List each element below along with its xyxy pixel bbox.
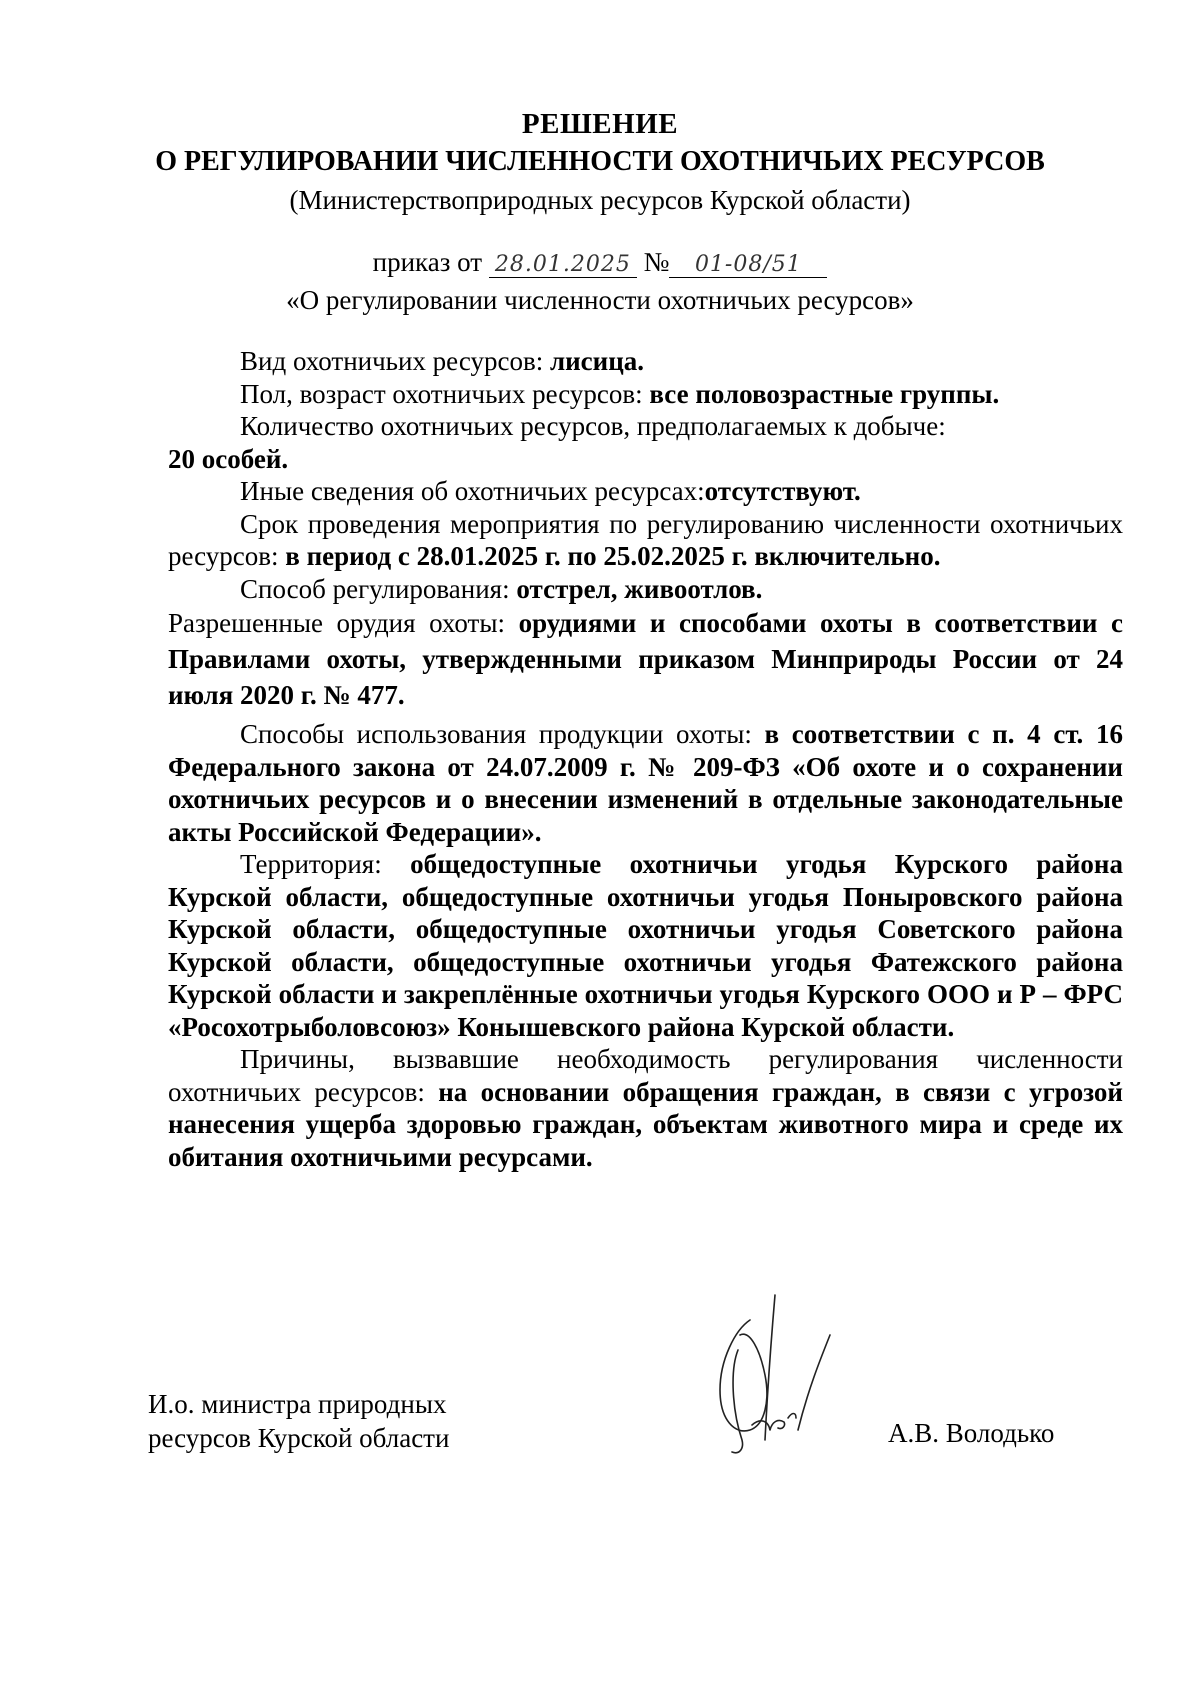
issuing-organization: (Министерствоприродных ресурсов Курской области) bbox=[289, 185, 911, 215]
tools-value: орудиями и способами охоты в соответствии с Правилами охоты, утвержденными приказом Минприроды России от 24 июля 2020 г. № 477. bbox=[168, 608, 1123, 710]
method-paragraph bbox=[168, 573, 1123, 606]
species-label: Вид охотничьих ресурсов: bbox=[240, 346, 550, 376]
document-body bbox=[168, 345, 1123, 1173]
method-value: отстрел, живоотлов. bbox=[516, 573, 763, 604]
document-subtitle: О РЕГУЛИРОВАНИИ ЧИСЛЕННОСТИ ОХОТНИЧЬИХ РЕСУРСОВ bbox=[155, 146, 1045, 177]
usage-label: Способы использования продукции охоты: bbox=[240, 719, 765, 749]
reasons-value: на основании обращения граждан, в связи с угрозой нанесения ущерба здоровью граждан, объектам животного мира и среде их обитания охотничьими ресурсами. bbox=[168, 1076, 1123, 1172]
order-prefix: приказ от bbox=[372, 247, 483, 277]
quantity-value-paragraph bbox=[168, 443, 1123, 476]
other-info-label: Иные сведения об охотничьих ресурсах: bbox=[240, 476, 705, 506]
territory-paragraph bbox=[168, 848, 1123, 1043]
quantity-label: Количество охотничьих ресурсов, предполагаемых к добыче: bbox=[240, 411, 946, 441]
period-value: в период с 28.01.2025 г. по 25.02.2025 г. включительно. bbox=[285, 541, 941, 571]
territory-value: общедоступные охотничьи угодья Курского района Курской области, общедоступные охотничьи угодья Поныровского района Курской области, общедоступные охотничьи угодья Советского района Курской области, общедоступные охотничьи угодья Фатежского района Курской области и закреплённые охотничьи угодья Курского ООО и Р – ФРС «Росохотрыболовсоюз» Конышевского района Курской области. bbox=[168, 849, 1123, 1042]
period-label: Срок проведения мероприятия по регулированию численности охотничьих ресурсов: bbox=[168, 508, 1123, 571]
reasons-paragraph bbox=[168, 1043, 1123, 1173]
usage-paragraph bbox=[168, 718, 1123, 848]
tools-label: Разрешенные орудия охоты: bbox=[168, 608, 519, 638]
order-reference bbox=[0, 247, 1200, 278]
order-name: «О регулировании численности охотничьих ресурсов» bbox=[286, 285, 914, 315]
quantity-paragraph bbox=[168, 410, 1123, 443]
signatory-role-line2: ресурсов Курской области bbox=[148, 1423, 450, 1453]
signatory-role bbox=[148, 1387, 449, 1455]
order-number-handwritten: 01-08/51 bbox=[669, 252, 827, 278]
other-info-paragraph bbox=[168, 475, 1123, 508]
signatory-name: А.В. Володько bbox=[888, 1418, 1055, 1448]
territory-label: Территория: bbox=[240, 849, 411, 879]
other-info-value: отсутствуют. bbox=[704, 476, 861, 506]
species-value: лисица. bbox=[549, 346, 645, 376]
sex-age-paragraph bbox=[168, 378, 1123, 411]
sex-age-label: Пол, возраст охотничьих ресурсов: bbox=[240, 378, 650, 409]
method-label: Способ регулирования: bbox=[240, 573, 517, 604]
quantity-value: 20 особей. bbox=[168, 443, 289, 474]
sex-age-value: все половозрастные группы. bbox=[649, 378, 1000, 409]
document-title: РЕШЕНИЕ bbox=[521, 108, 679, 140]
species-paragraph bbox=[168, 345, 1123, 378]
usage-value: в соответствии с п. 4 ст. 16 Федерального закона от 24.07.2009 г. № 209-ФЗ «Об охоте и о сохранении охотничьих ресурсов и о внесении изменений в отдельные законодательные акты Российской Федерации». bbox=[168, 719, 1124, 847]
reasons-label: Причины, вызвавшие необходимость регулирования численности охотничьих ресурсов: bbox=[168, 1044, 1123, 1107]
order-date-handwritten: 28.01.2025 bbox=[489, 252, 637, 278]
handwritten-signature bbox=[680, 1290, 850, 1470]
tools-paragraph bbox=[168, 605, 1123, 713]
period-paragraph bbox=[168, 508, 1123, 573]
signatory-role-line1: И.о. министра природных bbox=[148, 1389, 447, 1419]
order-number-label: № bbox=[643, 247, 670, 277]
